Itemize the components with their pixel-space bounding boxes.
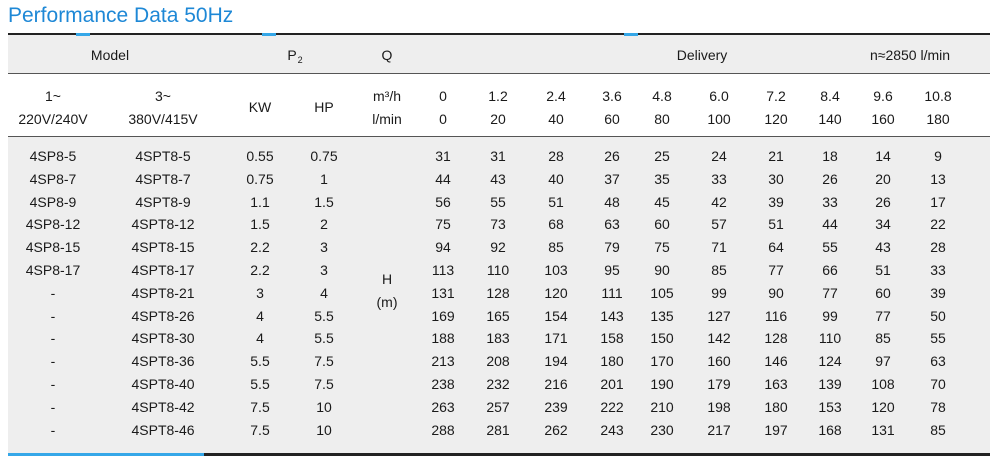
- head-value: 139: [818, 376, 842, 392]
- model-single-phase: -: [50, 421, 56, 438]
- power-kw: 0.55: [246, 148, 274, 164]
- head-value: 18: [822, 148, 838, 164]
- power-hp: 10: [316, 398, 332, 415]
- head-value: 43: [490, 170, 506, 187]
- flow-lmin-value: 40: [548, 111, 564, 127]
- accent-mark-3: [624, 33, 638, 36]
- flow-m3h-value: 10.8: [924, 88, 952, 104]
- head-value: 33: [711, 170, 727, 187]
- power-kw: 1.5: [250, 216, 270, 233]
- head-value: 281: [486, 421, 510, 438]
- power-hp: 5.5: [314, 330, 334, 347]
- flow-m3h-value: 8.4: [820, 88, 840, 104]
- head-value: 55: [822, 239, 838, 256]
- power-kw: 5.5: [250, 353, 270, 370]
- model-three-phase: 4SPT8-26: [131, 307, 195, 324]
- head-value: 20: [875, 170, 891, 187]
- model-single-phase: 4SP8-17: [25, 262, 81, 278]
- head-value: 262: [544, 421, 568, 438]
- model-three-phase: 4SPT8-9: [135, 193, 191, 210]
- power-kw: 2.2: [250, 239, 270, 256]
- head-value: 78: [930, 398, 946, 415]
- head-value: 232: [486, 376, 510, 392]
- head-value: 180: [600, 353, 624, 370]
- head-value: 44: [822, 216, 838, 233]
- header-band: [8, 35, 990, 73]
- head-value: 163: [764, 376, 788, 392]
- model-single-phase: 4SP8-12: [25, 216, 81, 233]
- head-value: 33: [930, 262, 946, 278]
- head-value: 216: [544, 376, 568, 392]
- head-value: 243: [600, 421, 624, 438]
- head-value: 70: [930, 376, 946, 392]
- head-value: 150: [650, 330, 674, 347]
- head-value: 66: [822, 262, 838, 278]
- hp-header: HP: [314, 99, 334, 115]
- head-value: 51: [768, 216, 784, 233]
- head-value: 198: [707, 398, 731, 415]
- head-value: 77: [768, 262, 784, 278]
- model-single-phase: 4SP8-7: [29, 170, 77, 187]
- model-three-phase: 4SPT8-30: [131, 330, 195, 347]
- head-value: 113: [431, 262, 455, 278]
- power-hp: 10: [316, 421, 332, 438]
- model-single-phase: -: [50, 398, 56, 415]
- power-kw: 5.5: [250, 376, 270, 392]
- head-value: 50: [930, 307, 946, 324]
- head-value: 42: [711, 193, 727, 210]
- flow-lmin-value: 60: [604, 111, 620, 127]
- units-rule: [8, 136, 990, 137]
- top-rule: [8, 33, 990, 35]
- head-value: 180: [764, 398, 788, 415]
- head-value: 143: [600, 307, 624, 324]
- power-kw: 1.1: [250, 193, 270, 210]
- head-value: 99: [822, 307, 838, 324]
- model-single-phase: 4SP8-15: [25, 239, 81, 256]
- flow-m3h-value: 4.8: [652, 88, 672, 104]
- head-value: 183: [486, 330, 510, 347]
- power-kw: 7.5: [250, 421, 270, 438]
- power-hp: 7.5: [314, 376, 334, 392]
- power-hp: 1.5: [314, 193, 334, 210]
- head-value: 222: [600, 398, 624, 415]
- head-value: 158: [600, 330, 624, 347]
- head-value: 153: [818, 398, 842, 415]
- head-value: 171: [544, 330, 568, 347]
- flow-m3h-value: 0: [439, 88, 447, 104]
- head-value: 75: [435, 216, 451, 233]
- head-value: 31: [490, 148, 506, 164]
- power-hp: 5.5: [314, 307, 334, 324]
- head-axis-label: [377, 268, 398, 314]
- head-value: 85: [875, 330, 891, 347]
- head-value: 210: [650, 398, 674, 415]
- head-value: 64: [768, 239, 784, 256]
- head-label: H: [381, 271, 393, 287]
- head-value: 68: [548, 216, 564, 233]
- head-value: 56: [435, 193, 451, 210]
- model-three-phase: 4SPT8-40: [131, 376, 195, 392]
- head-value: 128: [486, 284, 510, 301]
- model-single-phase: 4SP8-9: [29, 193, 77, 210]
- head-value: 9: [934, 148, 942, 164]
- power-kw: 3: [256, 284, 264, 301]
- flow-lmin-value: 20: [490, 111, 506, 127]
- head-value: 30: [768, 170, 784, 187]
- model-three-phase: 4SPT8-5: [135, 148, 191, 164]
- head-value: 75: [654, 239, 670, 256]
- head-value: 77: [822, 284, 838, 301]
- power-kw: 4: [256, 307, 264, 324]
- power-hp: 3: [320, 239, 328, 256]
- head-value: 26: [604, 148, 620, 164]
- power-kw: 0.75: [246, 170, 274, 187]
- head-value: 63: [930, 353, 946, 370]
- head-value: 263: [431, 398, 455, 415]
- head-value: 197: [764, 421, 788, 438]
- head-value: 21: [768, 148, 784, 164]
- head-value: 37: [604, 170, 620, 187]
- three-phase-voltage: 380V/415V: [128, 111, 198, 127]
- flow-m3h-value: 1.2: [488, 88, 508, 104]
- head-value: 51: [548, 193, 564, 210]
- head-value: 230: [650, 421, 674, 438]
- flow-lmin-value: 120: [764, 111, 788, 127]
- head-value: 63: [604, 216, 620, 233]
- head-value: 110: [486, 262, 510, 278]
- model-single-phase: -: [50, 353, 56, 370]
- head-value: 45: [654, 193, 670, 210]
- head-value: 55: [930, 330, 946, 347]
- head-value: 238: [431, 376, 455, 392]
- kw-header: KW: [248, 99, 272, 115]
- power-hp: 4: [320, 284, 328, 301]
- head-value: 239: [544, 398, 568, 415]
- head-value: 95: [604, 262, 620, 278]
- head-value: 103: [544, 262, 568, 278]
- head-value: 217: [707, 421, 731, 438]
- head-value: 154: [544, 307, 568, 324]
- flow-m3h-value: 6.0: [709, 88, 729, 104]
- head-value: 71: [711, 239, 727, 256]
- head-value: 31: [435, 148, 451, 164]
- power-hp: 3: [320, 262, 328, 278]
- header-rule: [8, 73, 990, 74]
- head-value: 73: [490, 216, 506, 233]
- unit-m3h: m³/h: [373, 88, 401, 104]
- three-phase-label: 3~: [155, 88, 171, 104]
- head-value: 90: [654, 262, 670, 278]
- flow-lmin-value: 140: [818, 111, 842, 127]
- flow-m3h-value: 9.6: [873, 88, 893, 104]
- model-single-phase: 4SP8-5: [29, 148, 77, 164]
- model-three-phase: 4SPT8-42: [131, 398, 195, 415]
- head-value: 44: [435, 170, 451, 187]
- head-value: 90: [768, 284, 784, 301]
- model-three-phase: 4SPT8-46: [131, 421, 195, 438]
- head-value: 43: [875, 239, 891, 256]
- head-value: 34: [875, 216, 891, 233]
- power-kw: 2.2: [250, 262, 270, 278]
- head-value: 55: [490, 193, 506, 210]
- power-kw: 7.5: [250, 398, 270, 415]
- head-value: 188: [431, 330, 455, 347]
- head-value: 120: [871, 398, 895, 415]
- head-value: 201: [600, 376, 624, 392]
- flow-lmin-value: 100: [707, 111, 731, 127]
- head-value: 28: [930, 239, 946, 256]
- head-value: 51: [875, 262, 891, 278]
- single-phase-label: 1~: [45, 88, 61, 104]
- head-value: 25: [654, 148, 670, 164]
- model-single-phase: -: [50, 330, 56, 347]
- head-value: 57: [711, 216, 727, 233]
- head-value: 35: [654, 170, 670, 187]
- model-three-phase: 4SPT8-21: [131, 284, 195, 301]
- bottom-accent: [8, 453, 204, 456]
- header-speed: n≈2850 l/min: [869, 47, 951, 63]
- head-value: 99: [711, 284, 727, 301]
- header-p2: $P_2$: [287, 47, 303, 65]
- head-value: 170: [650, 353, 674, 370]
- head-value: 105: [650, 284, 674, 301]
- model-three-phase: 4SPT8-7: [135, 170, 191, 187]
- model-single-phase: -: [50, 284, 56, 301]
- accent-mark-2: [262, 33, 276, 36]
- head-value: 94: [435, 239, 451, 256]
- head-value: 79: [604, 239, 620, 256]
- model-three-phase: 4SPT8-12: [131, 216, 195, 233]
- head-value: 97: [875, 353, 891, 370]
- head-value: 116: [764, 307, 788, 324]
- head-value: 39: [930, 284, 946, 301]
- head-value: 128: [764, 330, 788, 347]
- flow-m3h-value: 2.4: [546, 88, 566, 104]
- model-three-phase: 4SPT8-17: [131, 262, 195, 278]
- page-title: Performance Data 50Hz: [8, 4, 234, 27]
- head-value: 77: [875, 307, 891, 324]
- flow-m3h-value: 3.6: [602, 88, 622, 104]
- flow-lmin-value: 80: [654, 111, 670, 127]
- header-model: Model: [90, 47, 130, 63]
- head-value: 48: [604, 193, 620, 210]
- head-value: 127: [707, 307, 731, 324]
- power-kw: 4: [256, 330, 264, 347]
- power-hp: 7.5: [314, 353, 334, 370]
- head-value: 160: [707, 353, 731, 370]
- head-value: 40: [548, 170, 564, 187]
- model-single-phase: -: [50, 307, 56, 324]
- single-phase-voltage: 220V/240V: [18, 111, 88, 127]
- head-value: 142: [707, 330, 731, 347]
- head-value: 131: [431, 284, 455, 301]
- head-value: 120: [544, 284, 568, 301]
- model-three-phase: 4SPT8-36: [131, 353, 195, 370]
- head-value: 169: [431, 307, 455, 324]
- head-value: 85: [930, 421, 946, 438]
- head-value: 213: [431, 353, 455, 370]
- unit-lmin: l/min: [372, 111, 402, 127]
- power-hp: 0.75: [310, 148, 338, 164]
- head-value: 288: [431, 421, 455, 438]
- head-value: 190: [650, 376, 674, 392]
- head-value: 92: [490, 239, 506, 256]
- head-value: 165: [486, 307, 510, 324]
- power-hp: 1: [320, 170, 328, 187]
- model-single-phase: -: [50, 376, 56, 392]
- head-value: 85: [548, 239, 564, 256]
- head-unit: (m): [376, 294, 398, 310]
- head-value: 26: [822, 170, 838, 187]
- head-value: 85: [711, 262, 727, 278]
- head-value: 13: [930, 170, 946, 187]
- head-value: 135: [650, 307, 674, 324]
- head-value: 194: [544, 353, 568, 370]
- flow-lmin-value: 0: [439, 111, 447, 127]
- head-value: 110: [818, 330, 842, 347]
- head-value: 179: [707, 376, 731, 392]
- head-value: 168: [818, 421, 842, 438]
- head-value: 124: [818, 353, 842, 370]
- accent-mark-1: [76, 33, 90, 36]
- head-value: 17: [930, 193, 946, 210]
- head-value: 28: [548, 148, 564, 164]
- head-value: 60: [875, 284, 891, 301]
- model-three-phase: 4SPT8-15: [131, 239, 195, 256]
- head-value: 146: [764, 353, 788, 370]
- head-value: 26: [875, 193, 891, 210]
- head-value: 22: [930, 216, 946, 233]
- head-value: 257: [486, 398, 510, 415]
- head-value: 14: [875, 148, 891, 164]
- flow-m3h-value: 7.2: [766, 88, 786, 104]
- head-value: 108: [871, 376, 895, 392]
- head-value: 33: [822, 193, 838, 210]
- head-value: 60: [654, 216, 670, 233]
- head-value: 39: [768, 193, 784, 210]
- flow-lmin-value: 180: [926, 111, 950, 127]
- head-value: 24: [711, 148, 727, 164]
- head-value: 131: [871, 421, 895, 438]
- header-q: Q: [381, 47, 393, 63]
- head-value: 111: [601, 284, 623, 301]
- head-value: 208: [486, 353, 510, 370]
- header-delivery: Delivery: [676, 47, 728, 63]
- power-hp: 2: [320, 216, 328, 233]
- flow-lmin-value: 160: [871, 111, 895, 127]
